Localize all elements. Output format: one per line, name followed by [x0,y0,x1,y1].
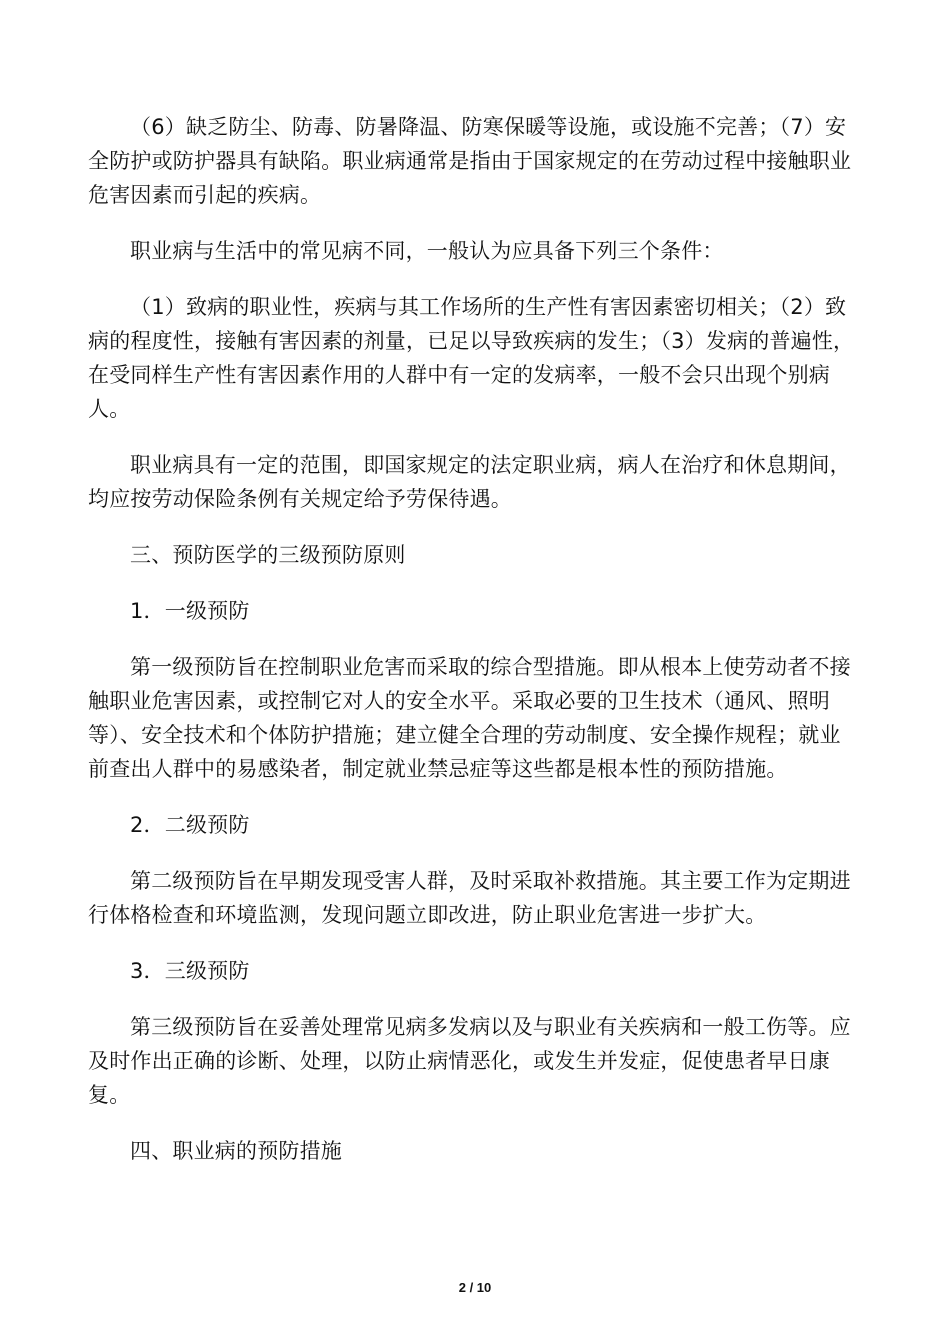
subheading-tertiary-prevention: 3．三级预防 [130,959,250,983]
paragraph-legal-scope: 职业病具有一定的范围，即国家规定的法定职业病，病人在治疗和休息期间，均应按劳动保险条例有关规定给予劳保待遇。 [88,453,851,511]
paragraph-three-conditions: （1）致病的职业性，疾病与其工作场所的生产性有害因素密切相关；（2）致病的程度性，接触有害因素的剂量，已足以导致疾病的发生；（3）发病的普遍性，在受同样生产性有害因素作用的人群中有一定的发病率，一般不会只出现个别病人。 [88,295,855,421]
paragraph-secondary-prevention: 第二级预防旨在早期发现受害人群，及时采取补救措施。其主要工作为定期进行体格检查和环境监测，发现问题立即改进，防止职业危害进一步扩大。 [88,869,851,927]
paragraph-three-conditions-intro: 职业病与生活中的常见病不同，一般认为应具备下列三个条件： [130,239,724,263]
subheading-secondary-prevention: 2．二级预防 [130,813,250,837]
paragraph-tertiary-prevention: 第三级预防旨在妥善处理常见病多发病以及与职业有关疾病和一般工伤等。应及时作出正确的诊断、处理，以防止病情恶化，或发生并发症，促使患者早日康复。 [88,1015,851,1107]
paragraph-protective-facilities: （6）缺乏防尘、防毒、防暑降温、防寒保暖等设施，或设施不完善；（7）安全防护或防护器具有缺陷。职业病通常是指由于国家规定的在劳动过程中接触职业危害因素而引起的疾病。 [88,115,852,207]
page-number: 2 / 10 [458,1280,492,1295]
subheading-primary-prevention: 1．一级预防 [130,599,250,623]
section-heading-prevention-measures: 四、职业病的预防措施 [130,1139,342,1163]
paragraph-primary-prevention: 第一级预防旨在控制职业危害而采取的综合型措施。即从根本上使劳动者不接触职业危害因素，或控制它对人的安全水平。采取必要的卫生技术（通风、照明等）、安全技术和个体防护措施；建立健全合理的劳动制度、安全操作规程；就业前查出人群中的易感染者，制定就业禁忌症等这些都是根本性的预防措施。 [88,655,851,781]
document-body [88,110,858,1190]
section-heading-three-level-prevention: 三、预防医学的三级预防原则 [130,543,406,567]
